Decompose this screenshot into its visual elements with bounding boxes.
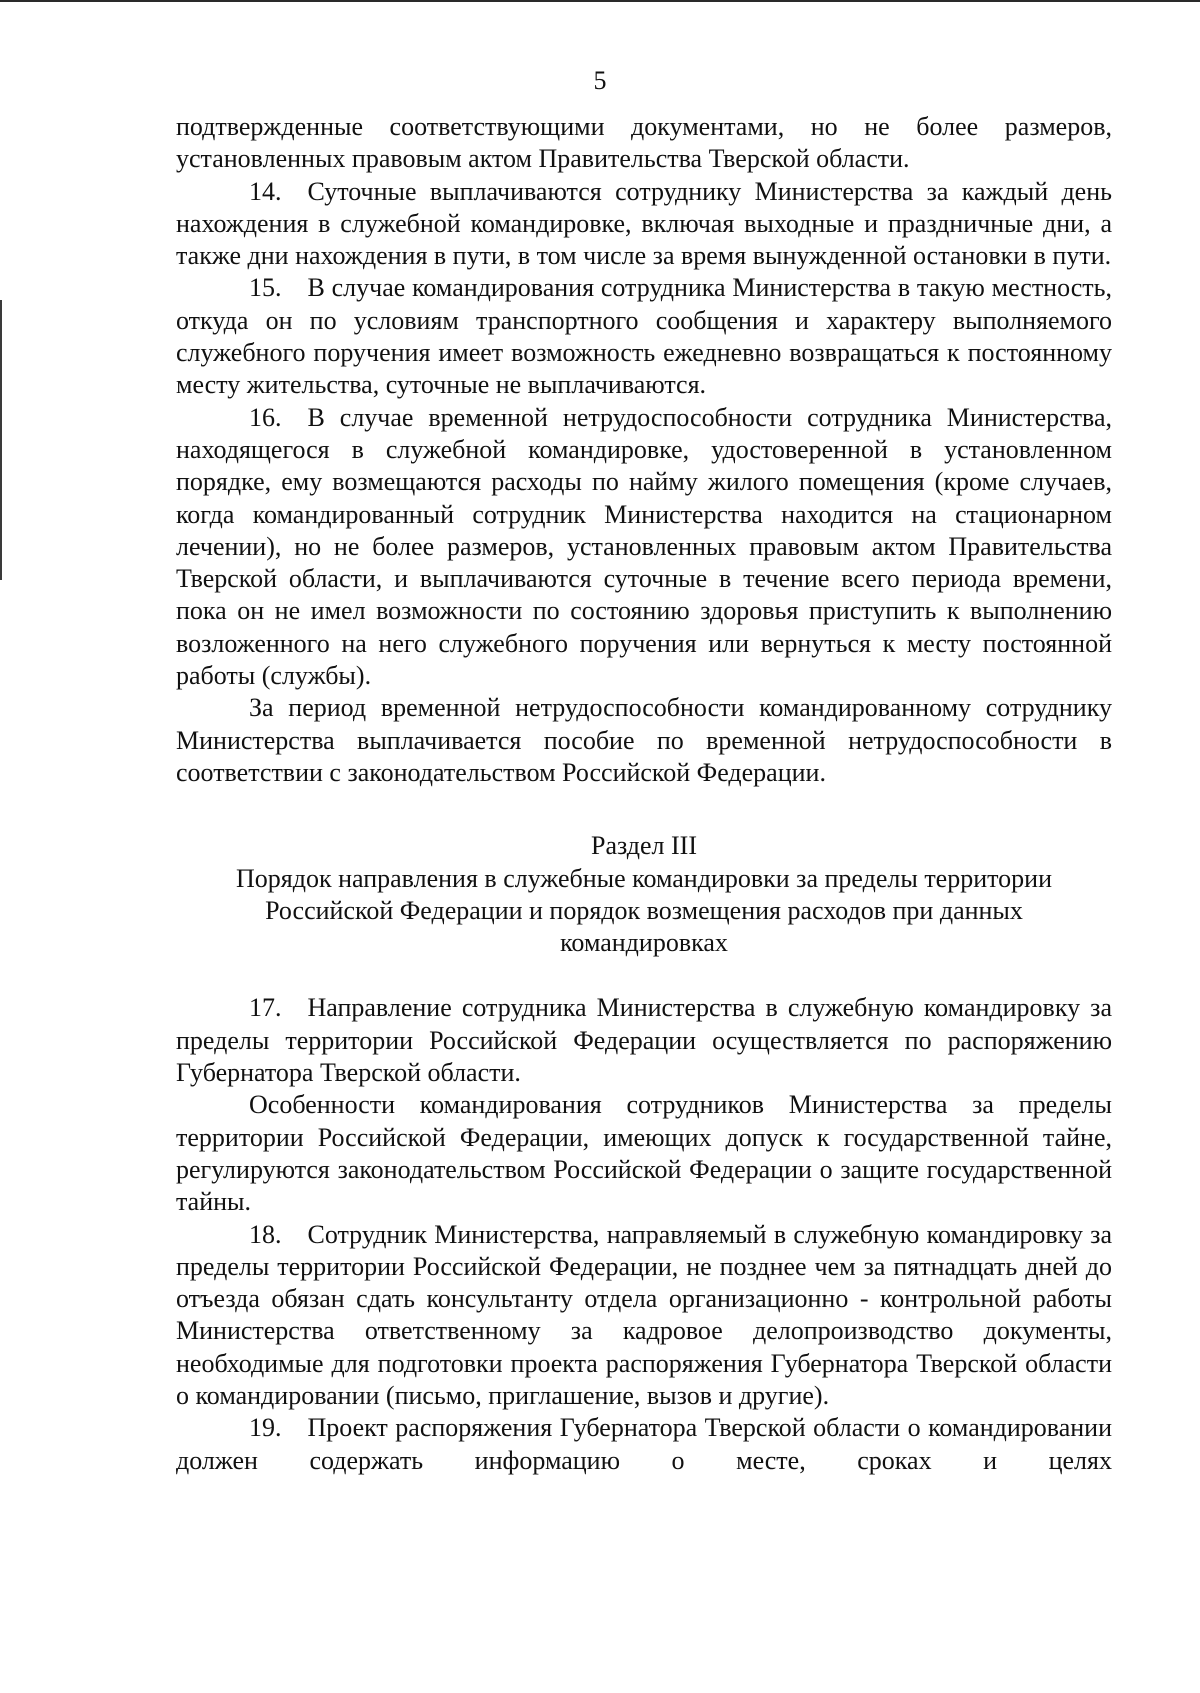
paragraph-continuation: подтвержденные соответствующими документами, но не более размеров, установленных правовым актом Правительства Тверской области. (176, 112, 1112, 174)
scan-edge-top (0, 0, 1200, 2)
paragraph-15: 15. В случае командирования сотрудника Министерства в такую местность, откуда он по условиям транспортного сообщения и характеру выполняемого служебного поручения имеет возможность ежедневно возвращаться к постоянному месту жительства, суточные не выплачиваются. (176, 273, 1112, 400)
section-heading (176, 830, 1112, 959)
page-number: 5 (593, 66, 607, 95)
paragraph-16: 16. В случае временной нетрудоспособности сотрудника Министерства, находящегося в служебной командировке, удостоверенной в установленном порядке, ему возмещаются расходы по найму жилого помещения (кроме случаев, когда командированный сотрудник Министерства находится на стационарном лечении), но не более размеров, установленных правовым актом Правительства Тверской области, и выплачиваются суточные в течение всего периода времени, пока он не имел возможности по состоянию здоровья приступить к выполнению возложенного на него служебного поручения или вернуться к месту постоянной работы (службы). (176, 402, 1112, 691)
section-label: Раздел III (590, 831, 698, 861)
section-title-line-2: Российской Федерации и порядок возмещения расходов при данных (265, 895, 1023, 925)
paragraph-17: 17. Направление сотрудника Министерства в служебную командировку за пределы территории Российской Федерации осуществляется по распоряжению Губернатора Тверской области. (176, 993, 1112, 1088)
paragraph-18: 18. Сотрудник Министерства, направляемый в служебную командировку за пределы территории Российской Федерации, не позднее чем за пятнадцать дней до отъезда обязан сдать консультанту отдела организационно - контрольной работы Министерства ответственному за кадровое делопроизводство документы, необходимые для подготовки проекта распоряжения Губернатора Тверской области о командировании (письмо, приглашение, вызов и другие). (176, 1219, 1112, 1410)
document-body (176, 111, 1112, 1477)
paragraph-16-sick-leave: За период временной нетрудоспособности командированному сотруднику Министерства выплачивается пособие по временной нетрудоспособности в соответствии с законодательством Российской Федерации. (176, 693, 1112, 787)
scan-edge-left (0, 300, 2, 580)
paragraph-14: 14. Суточные выплачиваются сотруднику Министерства за каждый день нахождения в служебной командировке, включая выходные и праздничные дни, а также дни нахождения в пути, в том числе за время вынужденной остановки в пути. (176, 176, 1112, 271)
section-title-line-3: командировках (560, 928, 728, 958)
paragraph-17-secrecy: Особенности командирования сотрудников Министерства за пределы территории Российской Федерации, имеющих допуск к государственной тайне, регулируются законодательством Российской Федерации о защите государственной тайны. (176, 1090, 1112, 1217)
section-title-line-1: Порядок направления в служебные командировки за пределы территории (236, 863, 1052, 893)
paragraph-19: 19. Проект распоряжения Губернатора Тверской области о командировании должен содержать информацию о месте, сроках и целях (176, 1413, 1112, 1475)
